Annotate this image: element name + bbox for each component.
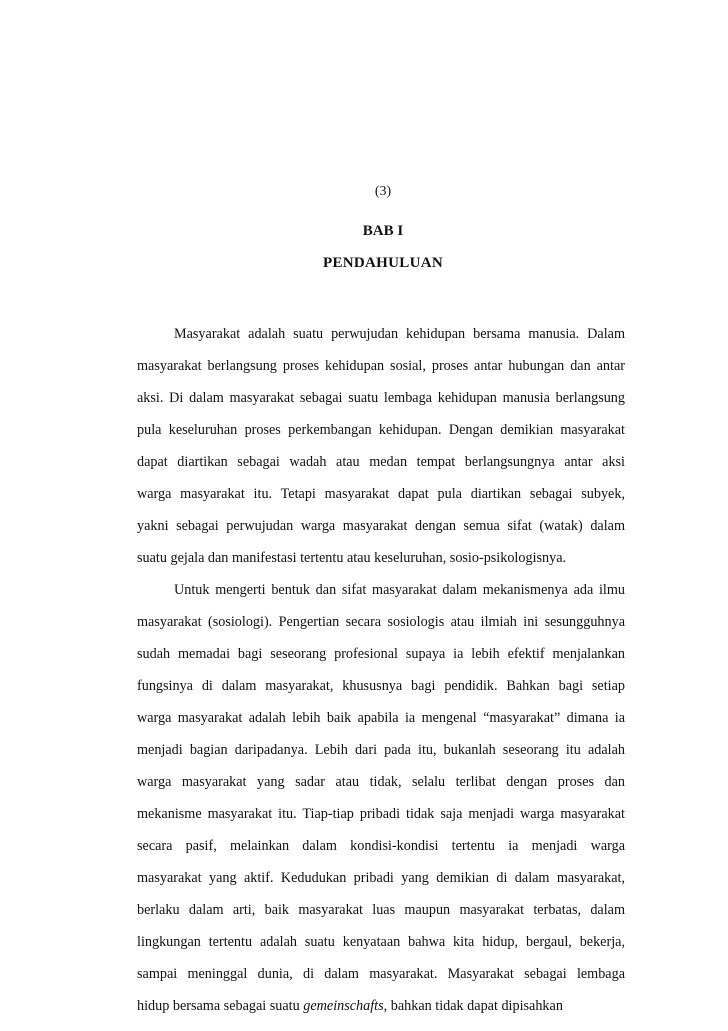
paragraph-2 — [137, 574, 625, 1022]
text-line: aksi. Di dalam masyarakat sebagai suatu lembaga kehidupan manusia berlangsung — [137, 390, 625, 406]
text-line: lingkungan tertentu adalah suatu kenyataan bahwa kita hidup, bergaul, bekerja, — [137, 934, 625, 950]
text-line: mekanisme masyarakat itu. Tiap-tiap pribadi tidak saja menjadi warga masyarakat — [137, 806, 625, 822]
text-line: masyarakat berlangsung proses kehidupan sosial, proses antar hubungan dan antar — [137, 358, 625, 374]
text-line: sampai meninggal dunia, di dalam masyarakat. Masyarakat sebagai lembaga — [137, 966, 625, 982]
text-line: masyarakat (sosiologi). Pengertian secara sosiologis atau ilmiah ini sesungguhnya — [137, 614, 625, 630]
text-line: Untuk mengerti bentuk dan sifat masyarakat dalam mekanismenya ada ilmu — [174, 582, 625, 598]
text-line: warga masyarakat yang sadar atau tidak, selalu terlibat dengan proses dan — [137, 774, 625, 790]
text-line: sudah memadai bagi seseorang profesional supaya ia lebih efektif menjalankan — [137, 646, 625, 662]
text-line: menjadi bagian daripadanya. Lebih dari pada itu, bukanlah seseorang itu adalah — [137, 742, 625, 758]
body-text — [137, 318, 625, 1022]
chapter-title: PENDAHULUAN — [323, 255, 443, 271]
text-segment: hidup bersama sebagai suatu — [137, 998, 304, 1014]
italic-term: gemeinschafts — [303, 998, 384, 1014]
text-line: secara pasif, melainkan dalam kondisi-kondisi tertentu ia menjadi warga — [137, 838, 625, 854]
chapter-heading: BAB I — [362, 223, 404, 239]
text-line: dapat diartikan sebagai wadah atau medan tempat berlangsungnya antar aksi — [137, 454, 625, 470]
text-line: fungsinya di dalam masyarakat, khususnya bagi pendidik. Bahkan bagi setiap — [137, 678, 625, 694]
text-line: warga masyarakat itu. Tetapi masyarakat dapat pula diartikan sebagai subyek, — [137, 486, 625, 502]
text-line: berlaku dalam arti, baik masyarakat luas maupun masyarakat terbatas, dalam — [137, 902, 625, 918]
text-line: suatu gejala dan manifestasi tertentu atau keseluruhan, sosio-psikologisnya. — [137, 550, 567, 566]
text-line: warga masyarakat adalah lebih baik apabila ia mengenal “masyarakat” dimana ia — [137, 710, 625, 726]
text-line-last — [137, 990, 625, 1022]
paragraph-1 — [137, 318, 625, 574]
text-line: yakni sebagai perwujudan warga masyarakat dengan semua sifat (watak) dalam — [137, 518, 625, 534]
text-segment: , bahkan tidak dapat dipisahkan — [383, 998, 563, 1014]
page-number: (3) — [374, 184, 392, 199]
text-line: pula keseluruhan proses perkembangan kehidupan. Dengan demikian masyarakat — [137, 422, 625, 438]
text-line: masyarakat yang aktif. Kedudukan pribadi yang demikian di dalam masyarakat, — [137, 870, 625, 886]
text-line: Masyarakat adalah suatu perwujudan kehidupan bersama manusia. Dalam — [174, 326, 625, 342]
